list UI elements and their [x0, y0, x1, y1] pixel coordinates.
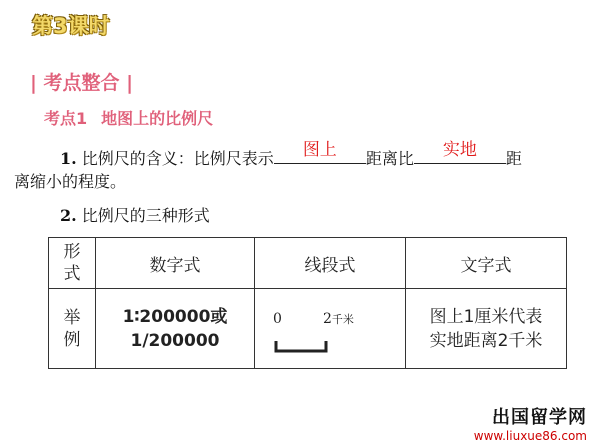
numeric-form-line1: 1∶200000或	[122, 306, 228, 327]
example-char-2: 例	[63, 329, 81, 350]
blank-1	[274, 141, 366, 164]
header-form-char-1: 形	[63, 242, 81, 262]
example-label-cell	[49, 289, 96, 369]
scale-forms-table	[48, 237, 567, 369]
word-form-line2: 实地距离2千米	[429, 330, 543, 351]
table-header-row	[49, 238, 567, 289]
item1-text-a: 比例尺的含义：比例尺表示	[81, 149, 274, 168]
table-example-row	[49, 289, 567, 369]
header-word: 文字式	[406, 238, 567, 289]
line-scale-unit: 千米	[331, 312, 354, 326]
line-scale-bar	[260, 299, 400, 359]
line-form-cell	[255, 289, 406, 369]
line-scale-end: 2	[323, 310, 332, 327]
header-form-cell	[49, 238, 96, 289]
header-numeric: 数字式	[96, 238, 255, 289]
scale-bar-graphic	[260, 299, 400, 359]
header-line: 线段式	[255, 238, 406, 289]
kaodian-label: 考点1	[44, 109, 88, 128]
line-scale-start: 0	[273, 310, 282, 327]
scale-bar-line	[276, 341, 326, 351]
kaodian-line	[44, 106, 213, 129]
item2-line	[60, 202, 210, 230]
item2-text: 比例尺的三种形式	[81, 206, 210, 225]
lesson-title: 第3课时	[32, 14, 110, 38]
section-heading: | 考点整合 |	[30, 72, 134, 94]
watermark-name: 出国留学网	[492, 407, 587, 428]
numeric-form-cell	[96, 289, 255, 369]
kaodian-title: 地图上的比例尺	[101, 109, 214, 128]
item1-text-b: 距离比	[365, 149, 414, 168]
word-form-cell	[406, 289, 567, 369]
header-form-char-2: 式	[63, 264, 81, 284]
watermark-logo	[474, 403, 587, 443]
word-form-line1: 图上1厘米代表	[429, 306, 543, 327]
blank-2	[414, 141, 506, 164]
item1-number: 1.	[60, 149, 77, 168]
item1-line1	[60, 141, 522, 173]
blank-2-answer: 实地	[442, 140, 477, 160]
watermark-url: www.liuxue86.com	[473, 429, 587, 443]
item1-line2: 离缩小的程度。	[14, 172, 127, 191]
item2-number: 2.	[60, 206, 77, 225]
example-char-1: 举	[63, 307, 81, 328]
item1-text-c: 距	[505, 149, 522, 168]
numeric-form-line2: 1/200000	[130, 330, 220, 351]
blank-1-answer: 图上	[302, 140, 337, 160]
